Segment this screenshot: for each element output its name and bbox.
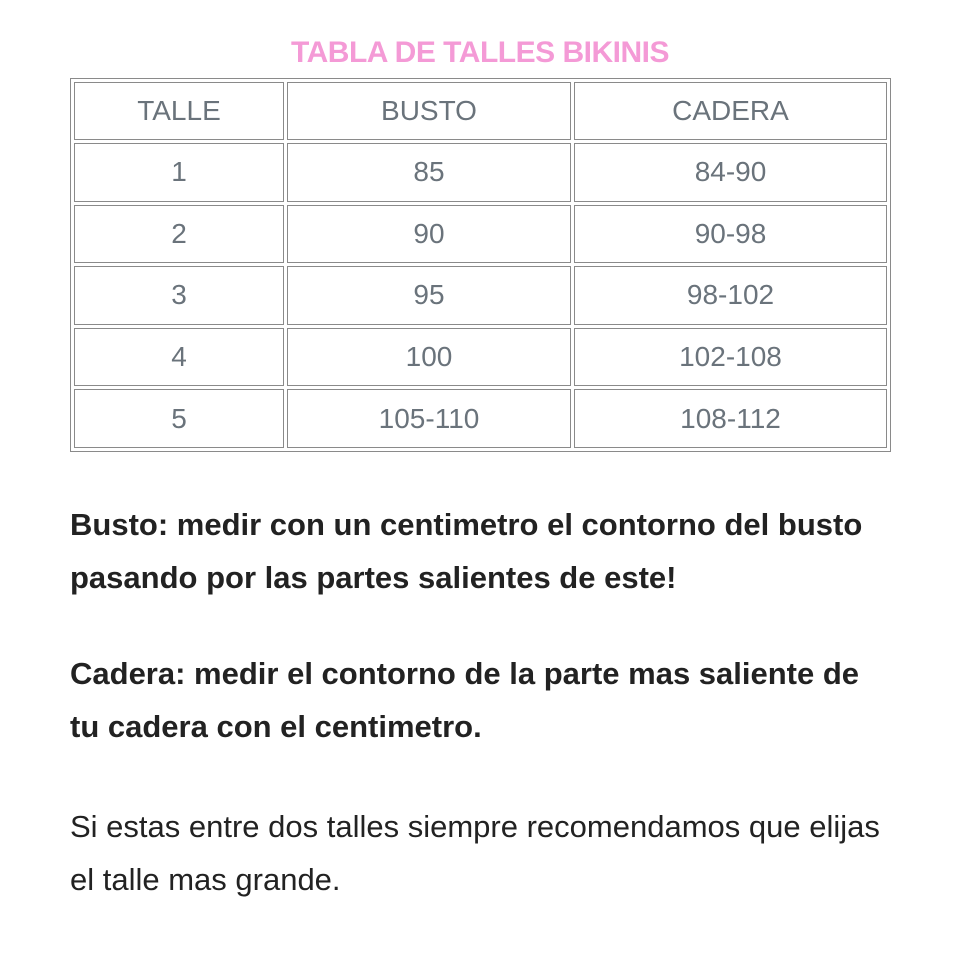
size-recommendation: Si estas entre dos talles siempre recomendamos que elijas el talle mas grande. — [70, 809, 880, 897]
table-header-row — [74, 82, 887, 140]
cell-cadera: 102-108 — [574, 328, 887, 387]
header-cadera: CADERA — [574, 82, 887, 140]
cell-talle: 3 — [74, 266, 284, 325]
size-chart-table — [70, 78, 891, 452]
cell-cadera: 84-90 — [574, 143, 887, 202]
header-busto: BUSTO — [287, 82, 571, 140]
table-row — [74, 266, 887, 325]
cell-cadera: 108-112 — [574, 389, 887, 448]
cell-cadera: 90-98 — [574, 205, 887, 264]
busto-instructions: Busto: medir con un centimetro el contorno del busto pasando por las partes salientes de este! — [70, 507, 863, 595]
cell-busto: 105-110 — [287, 389, 571, 448]
cell-talle: 1 — [74, 143, 284, 202]
header-talle: TALLE — [74, 82, 284, 140]
table-row — [74, 143, 887, 202]
cell-cadera: 98-102 — [574, 266, 887, 325]
cell-busto: 90 — [287, 205, 571, 264]
table-row — [74, 205, 887, 264]
table-row — [74, 389, 887, 448]
page-title: TABLA DE TALLES BIKINIS — [291, 36, 669, 69]
cell-talle: 2 — [74, 205, 284, 264]
table-row — [74, 328, 887, 387]
cell-busto: 85 — [287, 143, 571, 202]
cell-talle: 4 — [74, 328, 284, 387]
cell-busto: 100 — [287, 328, 571, 387]
cell-busto: 95 — [287, 266, 571, 325]
cell-talle: 5 — [74, 389, 284, 448]
cadera-instructions: Cadera: medir el contorno de la parte mas saliente de tu cadera con el centimetro. — [70, 656, 860, 744]
